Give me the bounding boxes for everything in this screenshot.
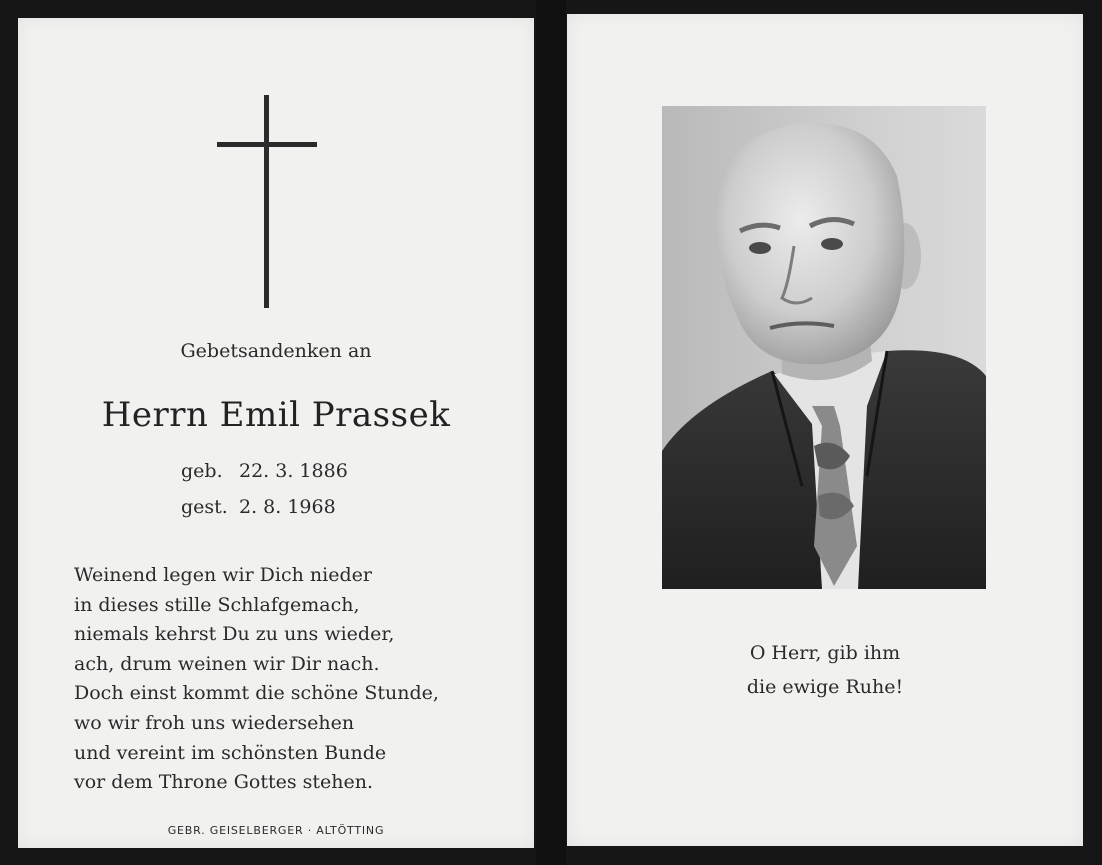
death-label: gest. [181,496,228,518]
poem-line: wo wir froh uns wiedersehen [74,711,355,734]
intro-text: Gebetsandenken an [180,340,372,362]
card-fold [536,0,566,865]
poem-line: Doch einst kommt die schöne Stunde, [74,682,439,705]
printer-imprint: GEBR. GEISELBERGER · ALTÖTTING [167,824,385,837]
cross-icon-bar [217,142,317,147]
cross-icon [264,95,269,308]
portrait-photo [662,106,986,589]
prayer-line-2: die ewige Ruhe! [746,676,904,698]
right-page [567,14,1083,846]
poem-line: und vereint im schönsten Bunde [74,741,387,764]
poem-line: in dieses stille Schlafgemach, [74,593,360,616]
poem-line: ach, drum weinen wir Dir nach. [74,652,380,675]
birth-date: 22. 3. 1886 [239,460,348,482]
deceased-name: Herrn Emil Prassek [101,395,451,435]
death-date: 2. 8. 1968 [239,496,336,518]
birth-label: geb. [181,460,223,482]
birth-date-row [181,460,348,482]
poem-line: Weinend legen wir Dich nieder [74,564,372,586]
left-page [18,18,534,848]
death-date-row [181,496,336,518]
poem-line: niemals kehrst Du zu uns wieder, [74,623,395,646]
poem [74,561,439,798]
prayer-line-1: O Herr, gib ihm [749,642,901,664]
poem-line: vor dem Throne Gottes stehen. [74,771,374,794]
